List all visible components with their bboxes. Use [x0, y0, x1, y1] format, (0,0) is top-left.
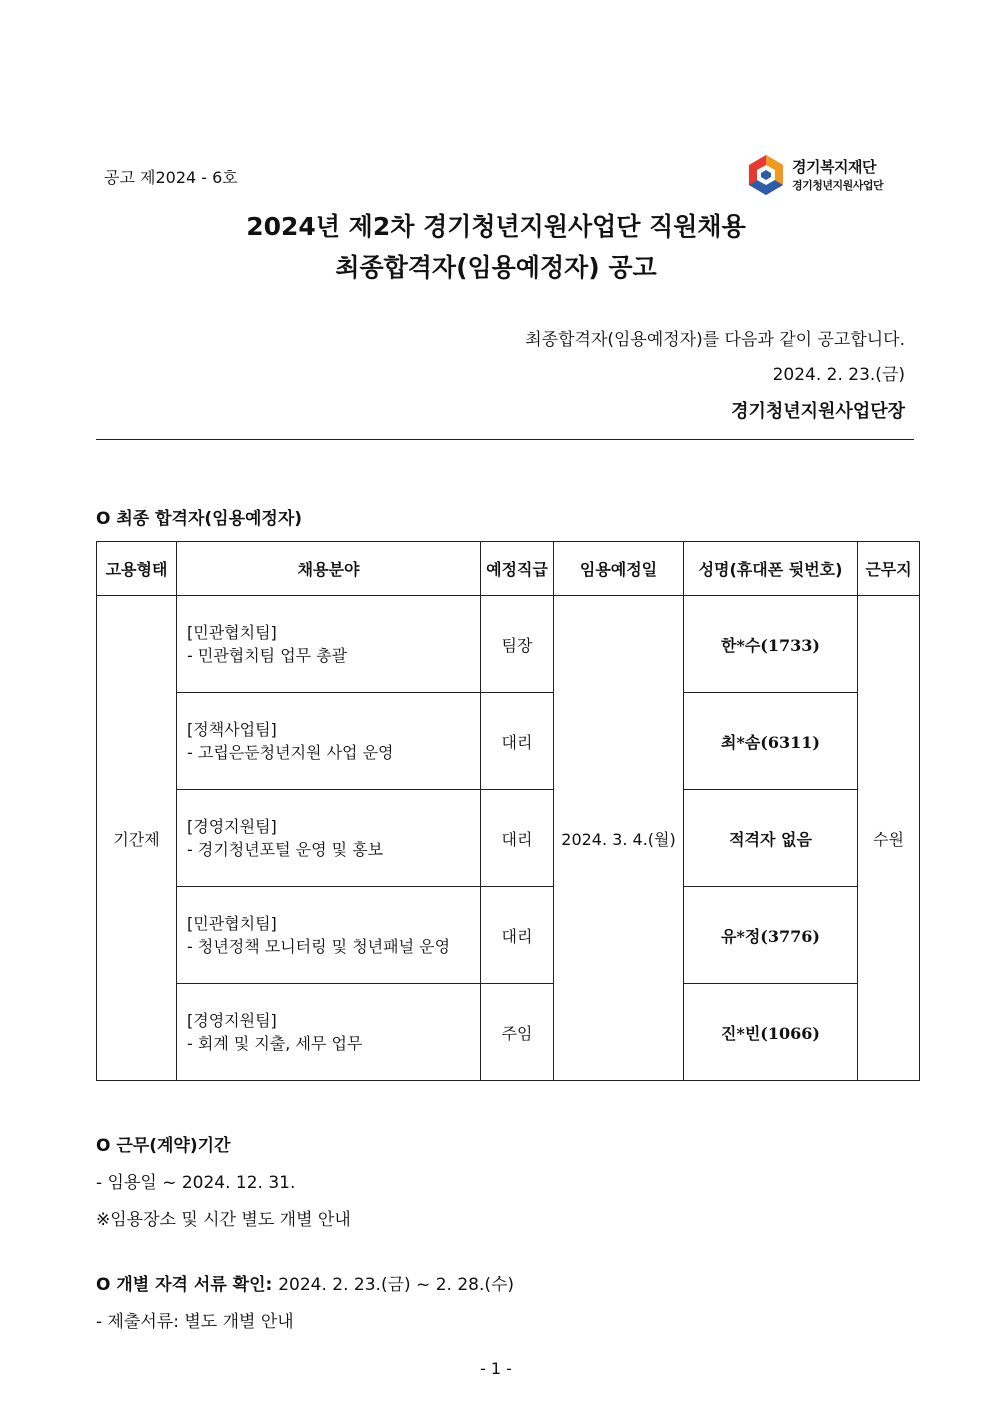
table-header-row — [97, 542, 920, 596]
gyeonggi-welfare-foundation-logo-icon — [746, 153, 786, 197]
duty-label: - 청년정책 모니터링 및 청년패널 운영 — [187, 937, 451, 956]
rank-cell: 대리 — [481, 693, 554, 790]
duty-label: - 민관협치팀 업무 총괄 — [187, 646, 348, 665]
table-row — [97, 984, 920, 1081]
field-cell — [177, 693, 481, 790]
table-row — [97, 693, 920, 790]
header-rank: 예정직급 — [481, 542, 554, 596]
name-cell: 적격자 없음 — [684, 790, 858, 887]
appointment-date-cell: 2024. 3. 4.(월) — [554, 596, 684, 1081]
table-row — [97, 596, 920, 693]
workplace-cell: 수원 — [858, 596, 920, 1081]
section-heading-contract-period: O 근무(계약)기간 — [96, 1136, 231, 1156]
header-name: 성명(휴대폰 뒷번호) — [684, 542, 858, 596]
logo-subname: 경기청년지원사업단 — [792, 179, 884, 192]
table-row — [97, 790, 920, 887]
field-cell — [177, 790, 481, 887]
foundation-logo — [746, 153, 896, 199]
issuer: 경기청년지원사업단장 — [731, 401, 905, 422]
logo-name: 경기복지재단 — [792, 158, 876, 176]
contract-period-line: - 임용일 ~ 2024. 12. 31. — [96, 1173, 296, 1193]
name-cell: 한*수(1733) — [684, 596, 858, 693]
notice-number: 공고 제2024 - 6호 — [104, 168, 238, 187]
name-cell: 진*빈(1066) — [684, 984, 858, 1081]
divider — [96, 439, 914, 440]
header-workplace: 근무지 — [858, 542, 920, 596]
section-heading-finalists: O 최종 합격자(임용예정자) — [96, 509, 303, 529]
duty-label: - 고립은둔청년지원 사업 운영 — [187, 743, 394, 762]
finalists-table — [96, 541, 920, 1081]
team-label: [민관협치팀] — [187, 914, 277, 933]
title-line2: 최종합격자(임용예정자) 공고 — [335, 253, 657, 282]
contract-note-line: ※임용장소 및 시간 별도 개별 안내 — [96, 1210, 351, 1230]
rank-cell: 대리 — [481, 790, 554, 887]
intro-text: 최종합격자(임용예정자)를 다음과 같이 공고합니다. — [525, 330, 905, 350]
team-label: [민관협치팀] — [187, 623, 277, 642]
rank-cell: 주임 — [481, 984, 554, 1081]
team-label: [경영지원팀] — [187, 1011, 277, 1030]
name-cell: 최*솜(6311) — [684, 693, 858, 790]
document-check-period: 2024. 2. 23.(금) ~ 2. 28.(수) — [278, 1275, 515, 1295]
notice-date: 2024. 2. 23.(금) — [772, 365, 905, 385]
duty-label: - 회계 및 지출, 세무 업무 — [187, 1034, 363, 1053]
rank-cell: 팀장 — [481, 596, 554, 693]
submission-documents-line: - 제출서류: 별도 개별 안내 — [96, 1312, 294, 1332]
field-cell — [177, 887, 481, 984]
duty-label: - 경기청년포털 운영 및 홍보 — [187, 840, 384, 859]
header-appointment-date: 임용예정일 — [554, 542, 684, 596]
section-document-check — [96, 1270, 514, 1295]
name-cell: 유*정(3776) — [684, 887, 858, 984]
field-cell — [177, 596, 481, 693]
title-line1: 2024년 제2차 경기청년지원사업단 직원채용 — [246, 212, 746, 241]
team-label: [정책사업팀] — [187, 720, 277, 739]
team-label: [경영지원팀] — [187, 817, 277, 836]
section-heading-document-check: O 개별 자격 서류 확인: — [96, 1275, 273, 1295]
page-number: - 1 - — [480, 1359, 512, 1378]
employment-type-cell: 기간제 — [97, 596, 177, 1081]
header-field: 채용분야 — [177, 542, 481, 596]
header-employment-type: 고용형태 — [97, 542, 177, 596]
table-row — [97, 887, 920, 984]
field-cell — [177, 984, 481, 1081]
rank-cell: 대리 — [481, 887, 554, 984]
